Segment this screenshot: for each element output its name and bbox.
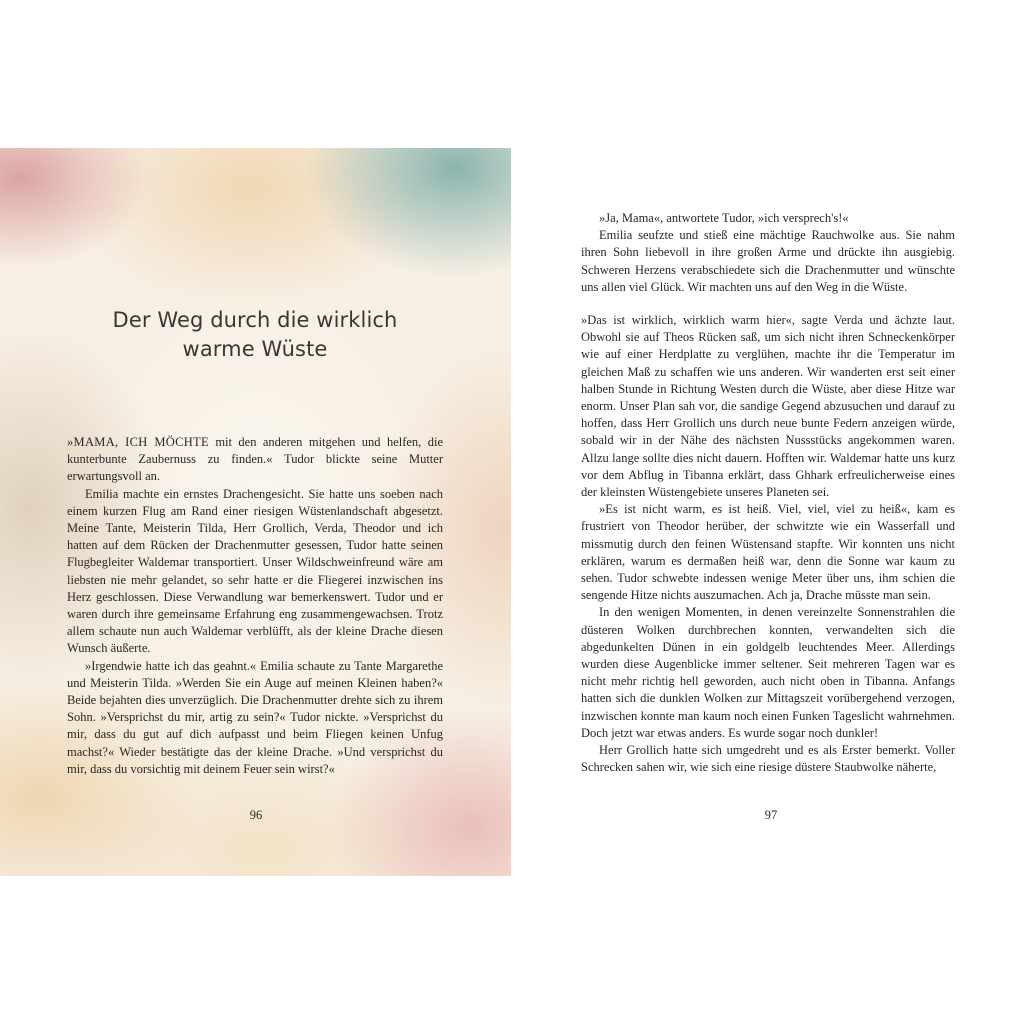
- paragraph-text: mit den anderen mitgehen und helfen, die kunterbunte Zaubernuss zu finden.« Tudor blickte seine Mutter erwartungsvoll an.: [67, 435, 444, 484]
- paragraph: »Es ist nicht warm, es ist heiß. Viel, viel, viel zu heiß«, kam es frustriert von Theodor herüber, der schwitzte wie ein Wasserfall und missmutig durch den feinen Wüstensand stapfte. Wir konnten uns nicht erklären, warum es dermaßen heiß war, denn die Sonne war kaum zu sehen. Tudor schwebte indessen wenige Meter über uns, ihm schien die sengende Hitze nichts auszumachen. Ach ja, Drache müsste man sein.: [581, 502, 955, 603]
- paragraph: Emilia seufzte und stieß eine mächtige Rauchwolke aus. Sie nahm ihren Sohn liebevoll in ihre großen Arme und drückte ihn ausgiebig. Schweren Herzens verabschiedete sich die Drachenmutter und wünschte uns allen viel Glück. Wir machten uns auf den Weg in die Wüste.: [581, 228, 955, 294]
- left-page-text: [67, 434, 443, 778]
- chapter-title-line-1: Der Weg durch die wirklich: [112, 308, 398, 332]
- paragraph: In den wenigen Momenten, in denen vereinzelte Sonnenstrahlen die düsteren Wolken durchbrechen konnten, verwandelten sich die abgedunkelten Dünen in ein goldgelb leuchtendes Meer. Allerdings wurden diese Augenblicke immer seltener. Seit mehreren Tagen war es nicht mehr richtig hell geworden, auch nicht oben in Tibanna. Anfangs hatten sich die dunklen Wolken zur Mittagszeit vorübergehend verzogen, inzwischen konnte man kaum noch einen Funken Tageslicht wahrnehmen. Doch jetzt war etwas anders. Es wurde sogar noch dunkler!: [581, 605, 955, 740]
- paragraph: Herr Grollich hatte sich umgedreht und es als Erster bemerkt. Voller Schrecken sahen wir, wie sich eine riesige düstere Staubwolke näherte,: [581, 743, 955, 775]
- opening-words: »MAMA, ICH MÖCHTE: [67, 435, 209, 449]
- paragraph: »Das ist wirklich, wirklich warm hier«, sagte Verda und ächzte laut. Obwohl sie auf Theos Rücken saß, um sich nicht ihren Schneckenkörper wie auf einer Herdplatte zu verglühen, machte ihr die Temperatur im gleichen Maß zu schaffen wie uns anderen. Wir wanderten erst seit einer halben Stunde in Richtung Westen durch die Wüste, aber diese Hitze war enorm. Unser Plan sah vor, die sandige Gegend abzusuchen und darauf zu hoffen, dass Herr Grollich uns durch neue bunte Federn anzeigen würde, sobald wir in der Nähe des nächsten Nussstücks angekommen waren. Allzu lange sollte dies nicht dauern. Hofften wir. Waldemar hatte uns kurz vor dem Abflug in Tibanna erklärt, dass Ghhark erfreulicherweise eines der kleinsten Wüstengebiete unseres Planeten sei.: [581, 313, 955, 500]
- paragraph: [67, 434, 443, 486]
- page-number: 97: [764, 808, 778, 822]
- page-number: 96: [249, 808, 263, 822]
- right-page: [512, 148, 1024, 876]
- paragraph: Emilia machte ein ernstes Drachengesicht. Sie hatte uns soeben nach einem kurzen Flug am Rand einer riesigen Wüstenlandschaft abgesetzt. Meine Tante, Meisterin Tilda, Herr Grollich, Verda, Theodor und ich hatten auf dem Rücken der Drachenmutter gesessen, Tudor hatte seinen Flugbegleiter Waldemar transportiert. Unser Wildschweinfreund wäre am liebsten nie mehr gelandet, so sehr hatte er die Fliegerei inzwischen ins Herz geschlossen. Diese Verwandlung war bemerkenswert. Tudor und er waren durch ihre gemeinsame Erfahrung eng zusammengewachsen. Trotz allem schaute nun auch Waldemar verblüfft, als der kleine Drache diesen Wunsch äußerte.: [67, 486, 443, 656]
- chapter-title: [60, 306, 450, 364]
- left-page: [0, 148, 511, 876]
- right-page-text: [581, 210, 955, 777]
- paragraph: »Irgendwie hatte ich das geahnt.« Emilia schaute zu Tante Margarethe und Meisterin Tilda. »Werden Sie ein Auge auf meinen Kleinen haben?« Beide bejahten dies unverzüglich. Die Drachenmutter drehte sich zu ihrem Sohn. »Versprichst du mir, artig zu sein?« Tudor nickte. »Versprichst du mir, dass du gut auf dich aufpasst und beim Fliegen keinen Unfug machst?« Wieder bestätigte das der kleine Drache. »Und versprichst du mir, dass du vorsichtig mit deinem Feuer sein wirst?«: [67, 658, 443, 776]
- chapter-title-line-2: warme Wüste: [182, 337, 328, 361]
- paragraph: »Ja, Mama«, antwortete Tudor, »ich versprech's!«: [599, 211, 849, 225]
